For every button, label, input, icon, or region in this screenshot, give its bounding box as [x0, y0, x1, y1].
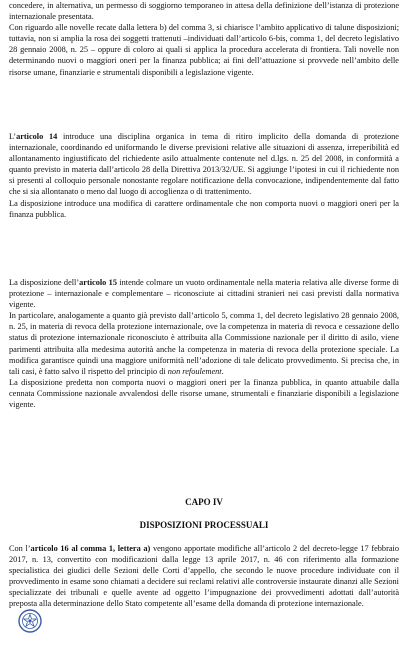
text-run: Con l’ [9, 544, 31, 553]
article-ref: articolo 15 [79, 278, 117, 287]
paragraph-article-14 [9, 131, 399, 198]
article-ref: articolo 16 al comma 1, lettera a) [30, 544, 151, 553]
text-run: vengono apportate modifiche all’articolo 2 del decreto-legge 17 febbraio 2017, n. 13, convertito con modificazioni dalla legge 13 aprile 2017, n. 46 con riferimento alla formazione specialistica dei giudici delle Sezioni delle Corti d’appello, che secondo le nuove procedure individuate con il provvedimento in esame sono chiamati a decidere sui reclami relativi alle controversie instaurate dinanzi alle Sezioni specializzate dei tribunali e quelle avente ad oggetto l’impugnazione dei provvedimenti adottati dall’autorità preposta alla determinazione dello Stato competente all’esame della domanda di protezione internazionale. [9, 544, 399, 609]
text-run: intende colmare un vuoto ordinamentale nella materia relativa alle diverse forme di protezione – internazionale e complementare – riconosciute ai cittadini stranieri nei casi previsti dalla normativa vigente. [9, 278, 399, 310]
chapter-title: DISPOSIZIONI PROCESSUALI [139, 520, 269, 530]
text-run: introduce una disciplina organica in tema di ritiro implicito della domanda di protezione internazionale, coordinando ed uniformando le diverse previsioni relative alle situazioni di assenza, irreperibilità ed allontanamento ingiustificato del richiedente asilo attualmente contenute nel d.lgs. n. 25 del 2008, in conformità a quanto previsto in materia dall’articolo 28 della Direttiva 2013/32/UE. Si aggiunge l’ipotesi in cui il richiedente non si presenti al colloquio personale nonostante regolare notificazione della convocazione, indipendentemente dal fatto che si sia allontanato o meno dal luogo di accoglienza o di trattenimento. [9, 132, 399, 197]
paragraph: La disposizione introduce una modifica di carattere ordinamentale che non comporta nuovi o maggiori oneri per la finanza pubblica. [9, 198, 399, 219]
chapter-number: CAPO IV [185, 497, 223, 507]
paragraph-group-intro [9, 0, 399, 78]
paragraph-article-15 [9, 277, 399, 310]
article-ref: articolo 14 [16, 132, 58, 141]
text-run: In particolare, analogamente a quanto già previsto dall’articolo 5, comma 1, del decreto legislativo 28 gennaio 2008, n. 25, in materia di revoca della protezione internazionale, ove la competenza in materia di revoca e cessazione dello status di protezione internazionale riconosciuto è attribuita alla Commissione nazionale per il diritto di asilo, viene parimenti attribuita alla medesima autorità anche la competenza in materia di revoca della protezione speciale. La modifica garantisce quindi una maggiore uniformità nell’adozione di tale delicato provvedimento. Si precisa che, in tali casi, è fatto salvo il rispetto del principio di [9, 311, 399, 376]
paragraph [9, 310, 399, 377]
paragraph-group-article-16 [9, 543, 399, 610]
paragraph-group-article-14 [9, 131, 399, 220]
paragraph-article-16 [9, 543, 399, 610]
text-run: L’ [9, 132, 17, 141]
paragraph [9, 22, 399, 77]
text-run: . [221, 366, 224, 376]
text-run: La disposizione dell’ [9, 278, 80, 287]
paragraph: concedere, in alternativa, un permesso di soggiorno temporaneo in attesa della definizione dell’istanza di protezione internazionale presentata. [9, 1, 399, 22]
republic-seal-icon [18, 609, 42, 633]
paragraph-group-article-15 [9, 277, 399, 410]
italic-term: non refoulement [167, 366, 222, 376]
text-run: Con riguardo alle novelle recate dalla lettera b) del comma 3, si chiarisce l’ambito applicativo di talune disposizioni; tuttavia, non si amplia la rosa dei soggetti trattenuti –individuati dall’articolo 6-bis, comma 1, del decreto legislativo 28 gennaio 2008, n. 25 – oppure di coloro ai quali si applica la procedura accelerata di frontiera. Tali novelle non determinando nuovi o maggiori oneri per la finanza pubblica; ai fini dell’attuazione si provvede nell’ambito delle risorse umane, finanziarie e strumentali disponibili a legislazione vigente. [9, 23, 399, 77]
paragraph: La disposizione predetta non comporta nuovi o maggiori oneri per la finanza pubblica, in quanto attuabile dalla cennata Commissione nazionale avvalendosi delle risorse umane, strumentali e finanziarie disponibili a legislazione vigente. [9, 377, 399, 410]
